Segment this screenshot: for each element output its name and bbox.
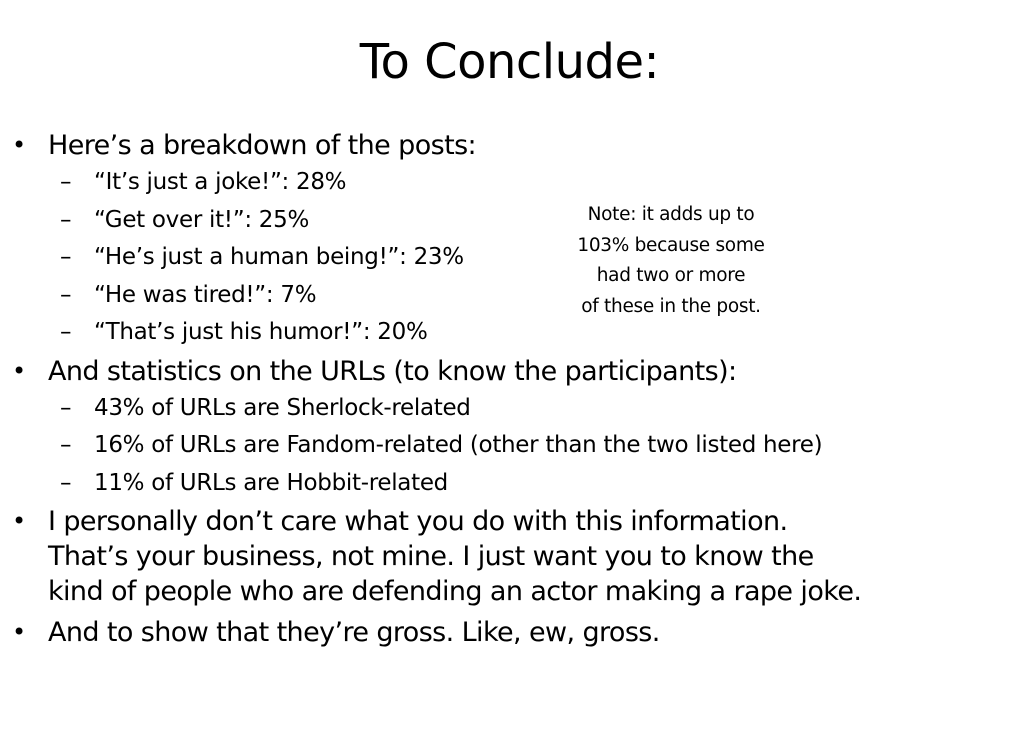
dash-marker: –: [60, 432, 72, 458]
note-text-box: [556, 200, 786, 322]
bullet-personal-opinion: [12, 504, 1002, 609]
sub-item-text: 43% of URLs are Sherlock-related: [94, 394, 471, 421]
sub-item-text: “That’s just his humor!”: 20%: [94, 319, 428, 345]
url-statistics-list: [12, 390, 1002, 503]
dash-marker: –: [60, 244, 72, 270]
sub-item-was-tired: [12, 277, 1002, 315]
slide-content: [12, 128, 1002, 650]
sub-item-text: 16% of URLs are Fandom-related (other than the two listed here): [94, 432, 823, 458]
sub-item-text: “It’s just a joke!”: 28%: [94, 169, 347, 195]
sub-item-text: “Get over it!”: 25%: [94, 206, 310, 233]
bullet-gross: [12, 615, 1002, 650]
sub-item-text: 11% of URLs are Hobbit-related: [94, 469, 448, 496]
dash-marker: –: [60, 319, 72, 345]
bullet-marker: •: [12, 356, 26, 385]
dash-marker: –: [60, 469, 72, 496]
sub-item-text: “He’s just a human being!”: 23%: [94, 244, 464, 270]
sub-item-text: “He was tired!”: 7%: [94, 281, 317, 308]
bullet-text-line: kind of people who are defending an actor making a rape joke.: [48, 576, 862, 607]
bullet-marker: •: [12, 507, 26, 535]
note-line: had two or more: [596, 265, 746, 286]
bullet-text: And to show that they’re gross. Like, ew, gross.: [48, 617, 660, 648]
sub-item-fandom: [12, 427, 1002, 465]
bullet-text: Here’s a breakdown of the posts:: [48, 130, 477, 161]
sub-item-just-a-joke: [12, 164, 1002, 202]
dash-marker: –: [60, 394, 72, 421]
note-line: Note: it adds up to: [587, 204, 755, 225]
sub-item-sherlock: [12, 390, 1002, 428]
sub-item-his-humor: [12, 314, 1002, 352]
bullet-text-line: I personally don’t care what you do with this information.: [48, 506, 788, 537]
dash-marker: –: [60, 281, 72, 308]
slide-title: To Conclude:: [359, 34, 660, 90]
bullet-marker: •: [12, 131, 26, 159]
posts-breakdown-list: [12, 164, 1002, 352]
dash-marker: –: [60, 169, 72, 195]
bullet-posts-breakdown: [12, 128, 1002, 163]
bullet-text-line: That’s your business, not mine. I just want you to know the: [48, 541, 814, 572]
sub-item-get-over-it: [12, 202, 1002, 240]
bullet-url-statistics: [12, 354, 1002, 389]
bullet-marker: •: [12, 618, 26, 646]
sub-item-hobbit: [12, 465, 1002, 503]
sub-item-human-being: [12, 239, 1002, 277]
note-line: 103% because some: [577, 234, 765, 256]
bullet-text: And statistics on the URLs (to know the participants):: [48, 355, 737, 387]
dash-marker: –: [60, 206, 72, 233]
note-line: of these in the post.: [581, 295, 761, 317]
